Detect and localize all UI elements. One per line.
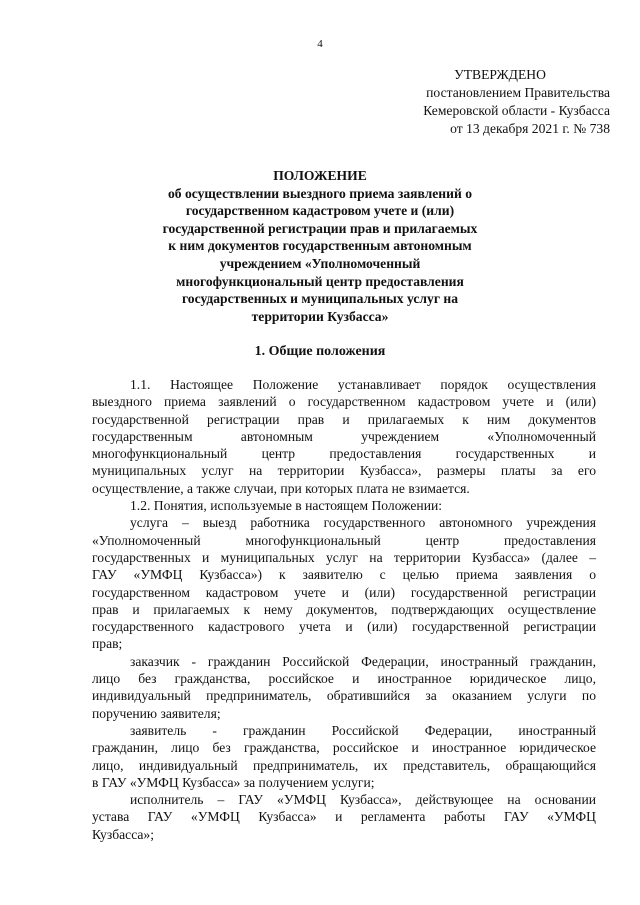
paragraph-line: услуга – выезд работника государственного автономного учреждения — [130, 515, 596, 531]
paragraph — [92, 722, 596, 791]
paragraph-line: государственном кадастровом учете и (или) государственной регистрации — [92, 584, 596, 600]
paragraph-line: государственных и муниципальных услуг на территории Кузбасса» (далее – — [92, 549, 596, 565]
approval-block — [370, 66, 610, 138]
paragraph-line: прав; — [92, 636, 123, 652]
document-title — [0, 167, 640, 325]
paragraph — [92, 791, 596, 843]
paragraph-line: в ГАУ «УМФЦ Кузбасса» за получением услуги; — [92, 774, 375, 790]
approval-line: Кемеровской области - Кузбасса — [423, 103, 610, 118]
paragraph-line: исполнитель – ГАУ «УМФЦ Кузбасса», действующее на основании — [130, 792, 596, 808]
paragraph-line: «Уполномоченный многофункциональный центр предоставления — [92, 532, 596, 548]
title-line: государственных и муниципальных услуг на — [181, 291, 459, 307]
title-line: территории Кузбасса» — [251, 308, 389, 324]
paragraph-line: государственной регистрации прав и прилагаемых к ним документов — [92, 411, 596, 427]
paragraph-line: муниципальных услуг на территории Кузбасса», размеры платы за его — [92, 463, 596, 479]
paragraph-line: заказчик - гражданин Российской Федерации, иностранный гражданин, — [130, 653, 596, 669]
title-line: к ним документов государственным автономным — [168, 238, 472, 254]
paragraph-line: лицо без гражданства, российское и иностранное юридическое лицо, — [92, 671, 596, 687]
paragraph-line: государственным автономным учреждением «Уполномоченный — [92, 428, 596, 444]
paragraph-line: ГАУ «УМФЦ Кузбасса») к заявителю с целью приема заявления о — [92, 567, 596, 583]
paragraph-line: заявитель - гражданин Российской Федерации, иностранный — [130, 722, 596, 738]
paragraph-line: индивидуальный предприниматель, обратившийся за оказанием услуги по — [92, 688, 596, 704]
approval-line: постановлением Правительства — [426, 85, 610, 100]
section-title: 1. Общие положения — [254, 344, 386, 359]
approval-heading: УТВЕРЖДЕНО — [454, 67, 546, 82]
paragraph — [92, 653, 596, 722]
title-line: государственной регистрации прав и прилагаемых — [162, 220, 478, 236]
document-body — [92, 376, 596, 843]
paragraph-line: поручению заявителя; — [92, 705, 221, 721]
paragraph — [92, 514, 596, 652]
paragraph-line: лицо, индивидуальный предприниматель, их представитель, обращающийся — [92, 757, 596, 773]
paragraph-line: гражданин, лицо без гражданства, российское и иностранное юридическое — [92, 740, 596, 756]
page-number: 4 — [317, 38, 323, 50]
paragraph-line: устава ГАУ «УМФЦ Кузбасса» и регламента работы ГАУ «УМФЦ — [92, 809, 596, 825]
approval-line: от 13 декабря 2021 г. № 738 — [450, 121, 610, 136]
paragraph-line: многофункциональный центр предоставления государственных и — [92, 446, 596, 462]
paragraph-line: 1.2. Понятия, используемые в настоящем Положении: — [130, 498, 443, 514]
paragraph-line: выездного приема заявлений о государственном кадастровом учете и (или) — [92, 394, 596, 410]
paragraph-line: Кузбасса»; — [92, 826, 155, 842]
title-heading: ПОЛОЖЕНИЕ — [273, 168, 367, 183]
paragraph — [92, 497, 596, 514]
title-line: государственном кадастровом учете и (или) — [185, 203, 455, 219]
paragraph-line: 1.1. Настоящее Положение устанавливает порядок осуществления — [130, 377, 596, 392]
paragraph — [92, 376, 596, 497]
title-line: учреждением «Уполномоченный — [219, 255, 421, 271]
title-line: многофункциональный центр предоставления — [176, 273, 464, 289]
paragraph-line: прав и прилагаемых к нему документов, подтверждающих осуществление — [92, 601, 596, 617]
paragraph-line: государственного кадастрового учета и (или) государственной регистрации — [92, 619, 596, 635]
paragraph-line: осуществление, а также случаи, при которых плата не взимается. — [92, 480, 470, 496]
title-line: об осуществлении выездного приема заявлений о — [167, 185, 473, 201]
